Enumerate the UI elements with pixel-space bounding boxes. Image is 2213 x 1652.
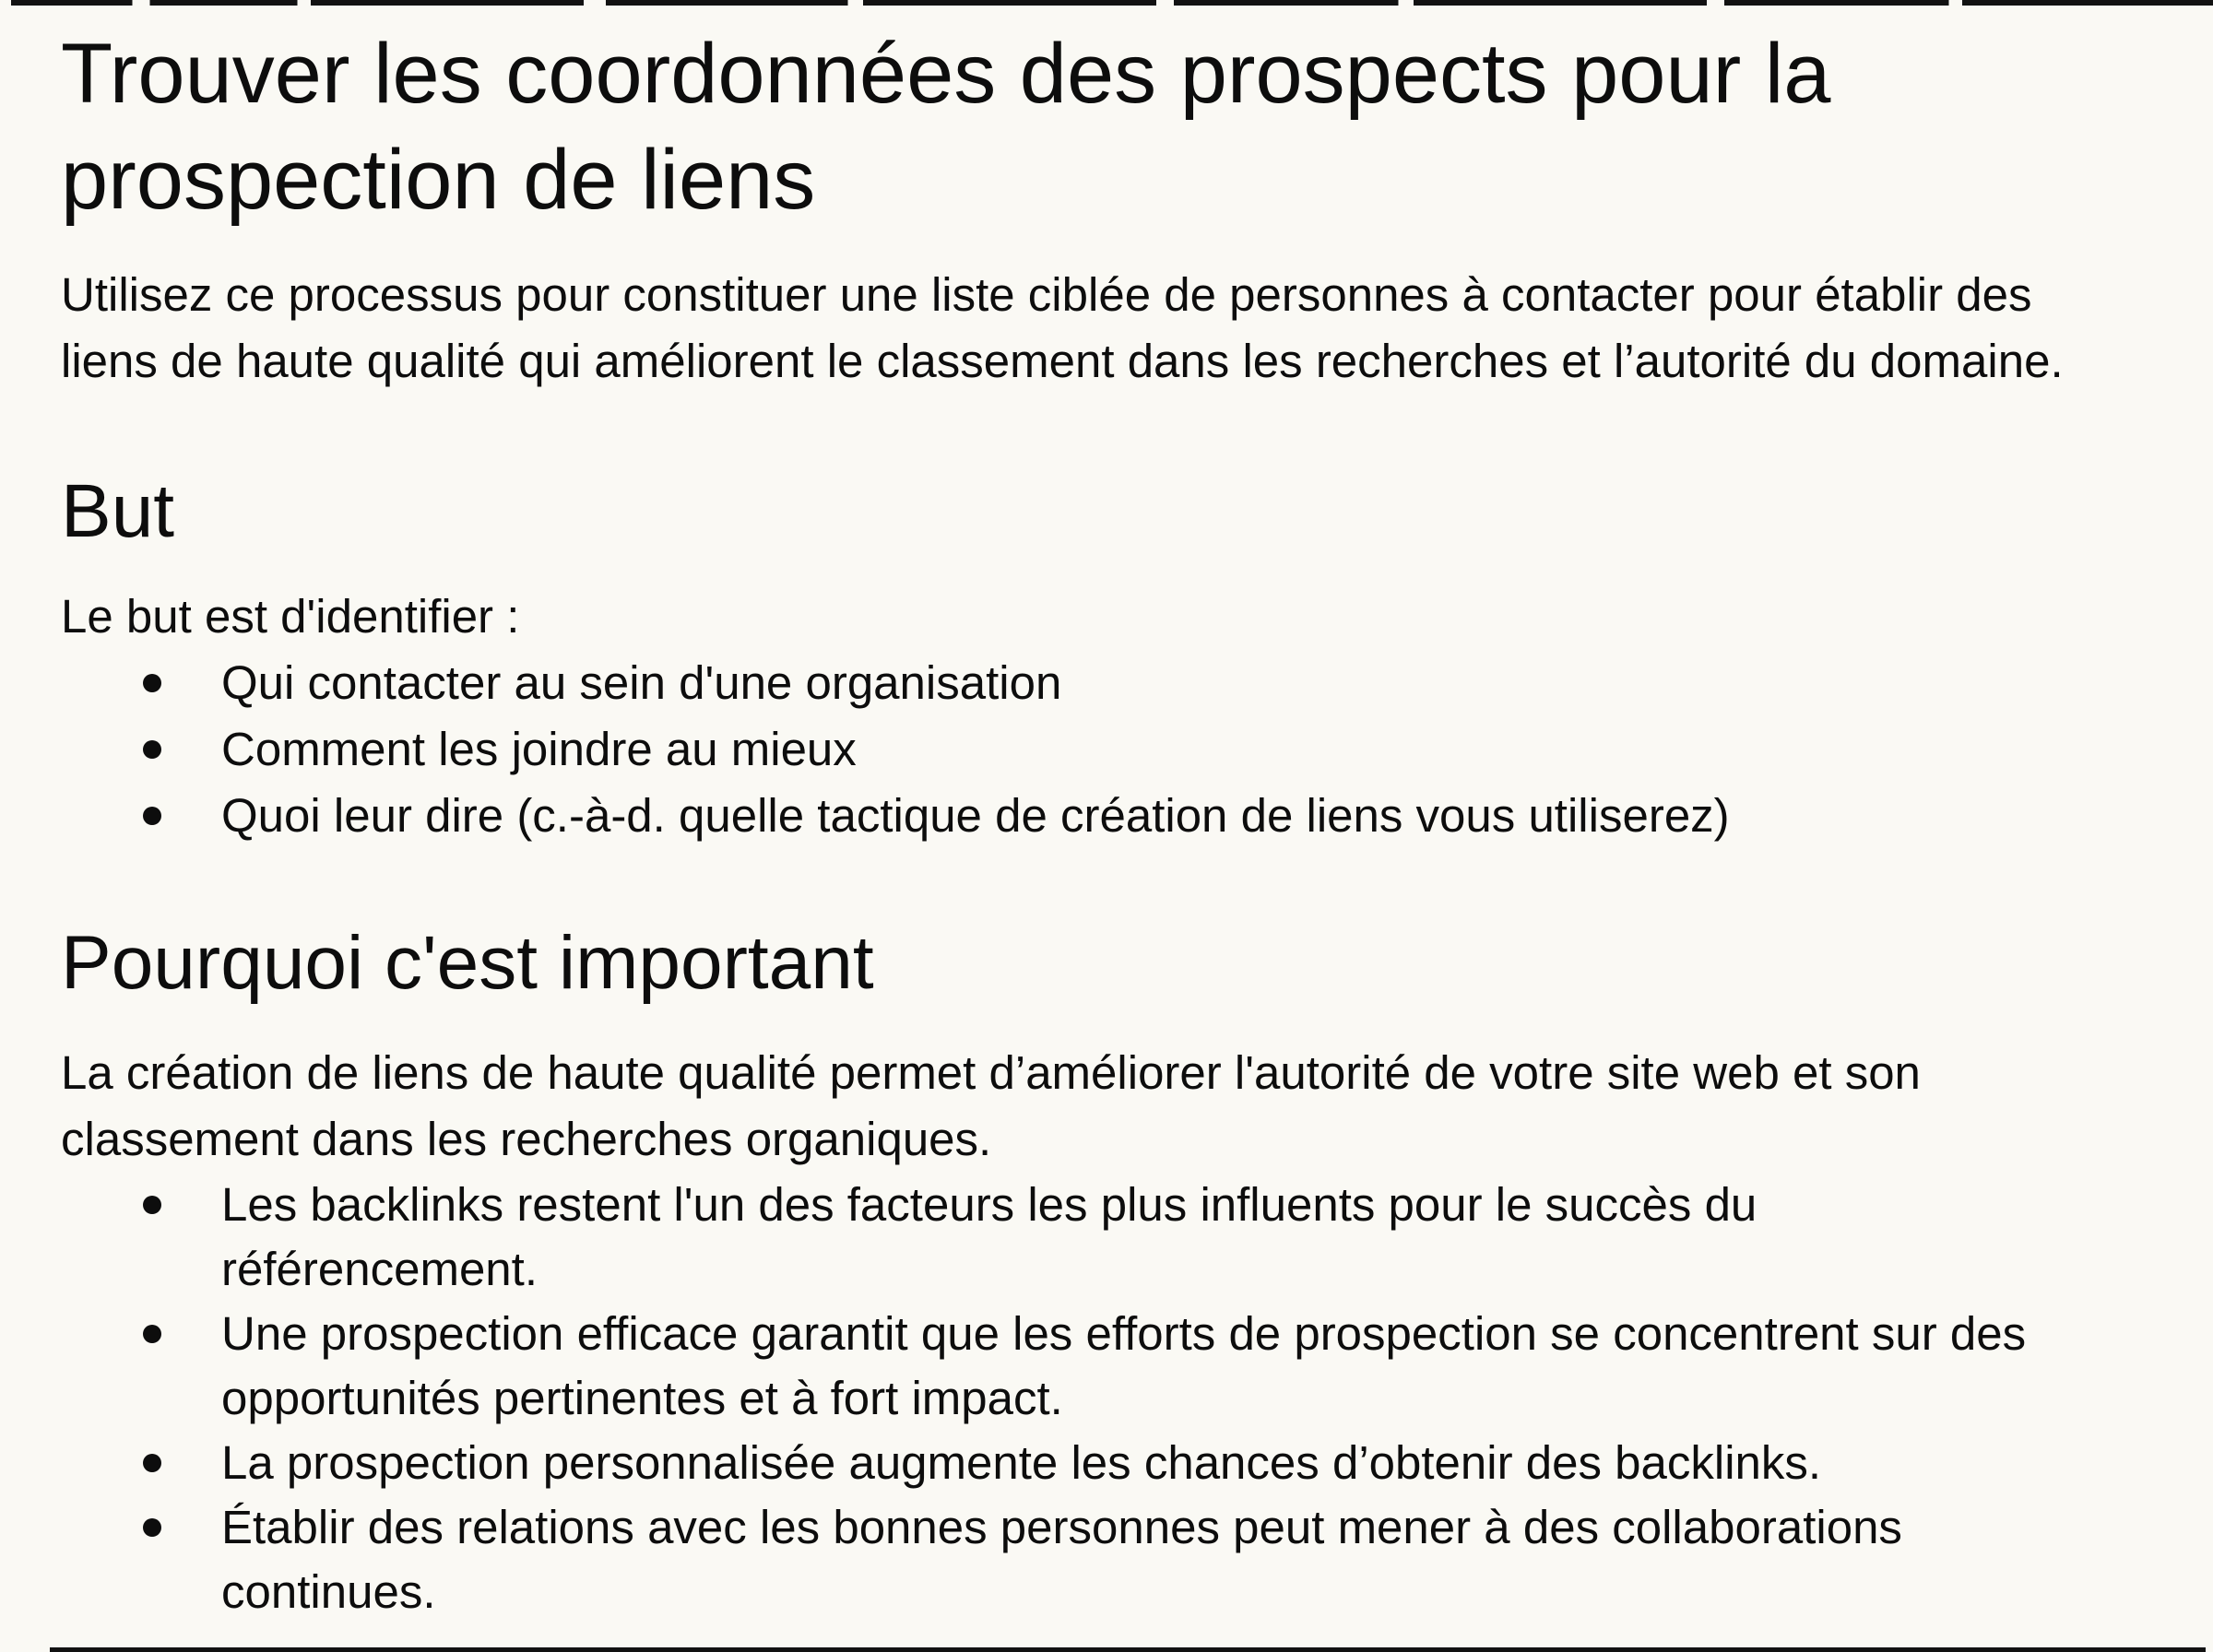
document-title-line: prospection de liens — [61, 133, 816, 227]
list-item-line: référencement. — [221, 1243, 538, 1295]
section-heading-pourquoi: Pourquoi c'est important — [61, 921, 874, 1005]
intro-paragraph-line: Utilisez ce processus pour constituer une liste ciblée de personnes à contacter pour établir des — [61, 268, 2032, 321]
list-item — [221, 1302, 2182, 1431]
list-item — [221, 650, 2182, 716]
list-item-line: continues. — [221, 1565, 436, 1618]
cropped-text-bottom-edge — [50, 1647, 2206, 1652]
list-item-line: Comment les joindre au mieux — [221, 723, 857, 775]
section-pourquoi — [61, 917, 2182, 1624]
list-item-line: Qui contacter au sein d'une organisation — [221, 656, 1062, 709]
document-title — [61, 21, 2182, 233]
section-pourquoi-lead-line: La création de liens de haute qualité permet d’améliorer l'autorité de votre site web et son — [61, 1046, 1921, 1099]
section-but-lead — [61, 584, 2182, 650]
section-pourquoi-lead-line: classement dans les recherches organiques. — [61, 1113, 992, 1165]
section-but-lead-line: Le but est d'identifier : — [61, 590, 520, 643]
list-item-line: Une prospection efficace garantit que les efforts de prospection se concentrent sur des — [221, 1307, 2027, 1360]
list-item — [221, 1173, 2182, 1302]
list-item-line: Quoi leur dire (c.-à-d. quelle tactique de création de liens vous utiliserez) — [221, 789, 1730, 842]
list-item — [221, 716, 2182, 783]
list-item — [221, 1495, 2182, 1624]
intro-paragraph — [61, 262, 2182, 395]
list-item-line: Les backlinks restent l'un des facteurs les plus influents pour le succès du — [221, 1178, 1757, 1231]
section-but-bullet-list — [61, 650, 2182, 849]
list-item — [221, 783, 2182, 849]
list-item-line: Établir des relations avec les bonnes personnes peut mener à des collaborations — [221, 1501, 1902, 1553]
list-item-line: opportunités pertinentes et à fort impact. — [221, 1372, 1063, 1424]
document-title-line: Trouver les coordonnées des prospects pour la — [61, 27, 1831, 121]
document-page — [61, 0, 2182, 1624]
section-but — [61, 466, 2182, 849]
list-item-line: La prospection personnalisée augmente les chances d’obtenir des backlinks. — [221, 1436, 1822, 1489]
section-pourquoi-bullet-list — [61, 1173, 2182, 1624]
section-pourquoi-lead — [61, 1040, 2182, 1173]
list-item — [221, 1431, 2182, 1495]
intro-paragraph-line: liens de haute qualité qui améliorent le classement dans les recherches et l’autorité du domaine. — [61, 335, 2064, 387]
section-heading-but: But — [61, 469, 175, 553]
